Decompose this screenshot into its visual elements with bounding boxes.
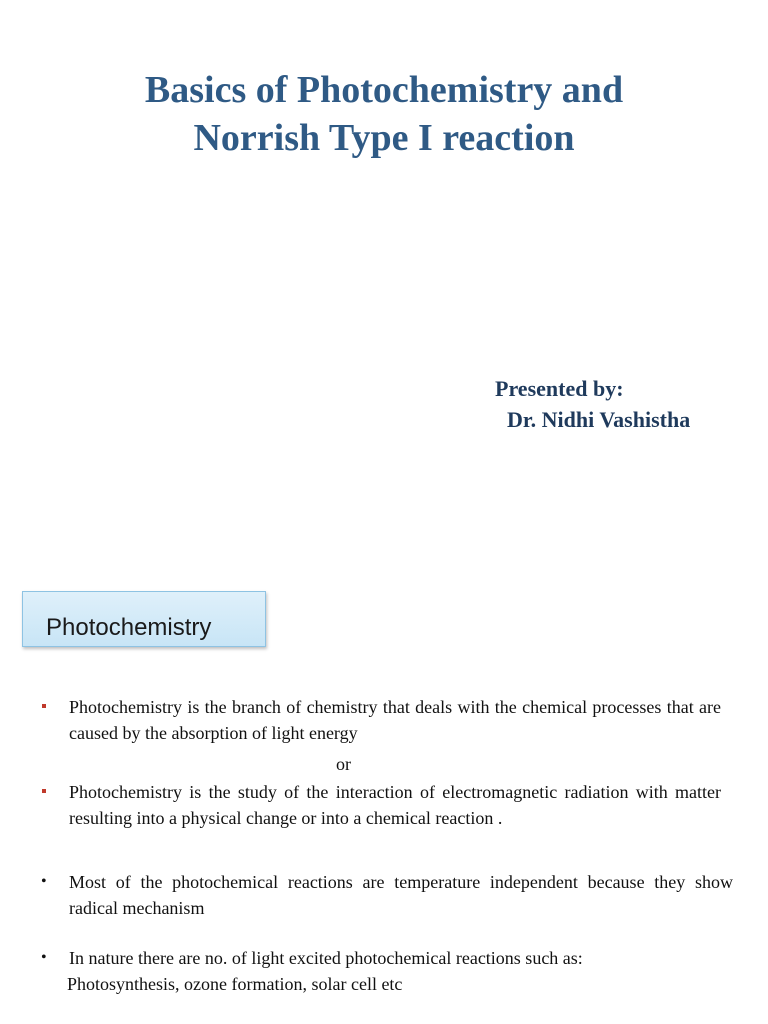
bullet-item-temperature: [41, 869, 733, 921]
presenter-name: Dr. Nidhi Vashistha: [507, 407, 691, 432]
bullet-item-definition-2: [69, 779, 721, 831]
bullet-dot-icon: •: [41, 949, 47, 966]
slide-title-line-2: Norrish Type I reaction: [193, 117, 575, 159]
connector-or: or: [336, 754, 351, 774]
bullet-item-nature: [41, 945, 733, 971]
slide-title-line-1: Basics of Photochemistry and: [144, 69, 624, 111]
bullet-text: In nature there are no. of light excited photochemical reactions such as:: [69, 948, 583, 968]
bullet-square-icon: [42, 704, 46, 708]
slide-title: [0, 66, 768, 162]
examples-line: Photosynthesis, ozone formation, solar cell etc: [67, 974, 403, 994]
bullet-dot-icon: •: [41, 873, 47, 890]
presenter-block: [495, 373, 690, 435]
bullet-text: Photochemistry is the study of the interaction of electromagnetic radiation with matter resulting into a physical change or into a chemical reaction .: [69, 782, 721, 828]
bullet-text: Most of the photochemical reactions are temperature independent because they show radical mechanism: [69, 872, 733, 918]
presenter-label: Presented by:: [495, 376, 624, 401]
bullet-text: Photochemistry is the branch of chemistry that deals with the chemical processes that are caused by the absorption of light energy: [69, 697, 721, 743]
section-heading: Photochemistry: [46, 614, 212, 641]
bullet-square-icon: [42, 789, 46, 793]
section-heading-box: [22, 591, 266, 647]
bullet-item-definition-1: [69, 694, 721, 746]
